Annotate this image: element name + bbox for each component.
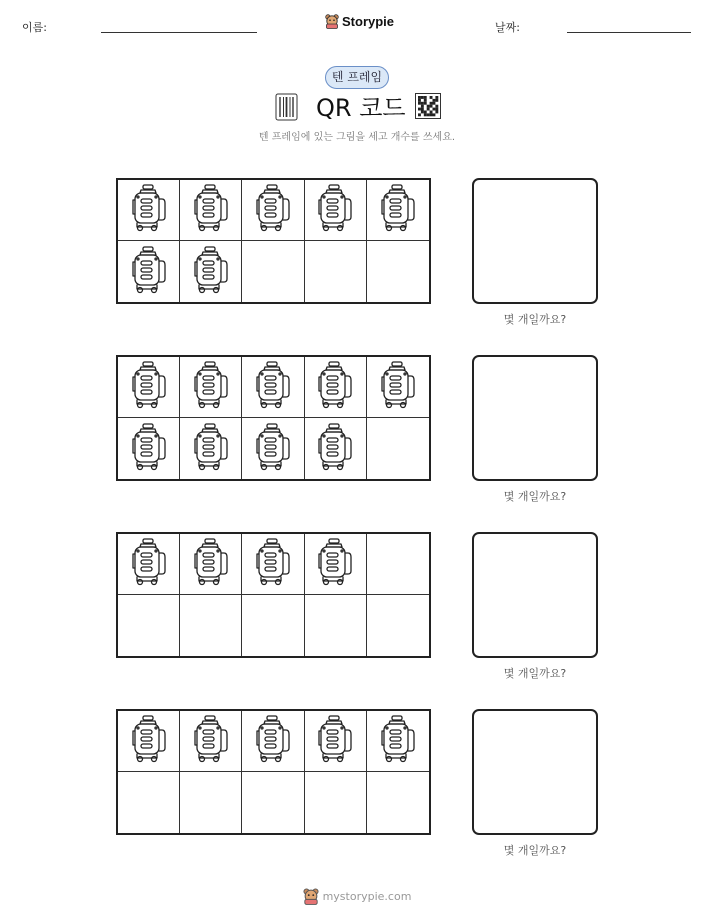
frame-cell [305, 534, 367, 595]
engine-icon [254, 714, 292, 768]
engine-icon [130, 360, 168, 414]
frame-cell [305, 772, 367, 833]
qr-code-icon [415, 93, 441, 119]
engine-icon [316, 422, 354, 476]
date-line[interactable] [567, 32, 691, 33]
frame-cell [118, 711, 180, 772]
name-label: 이름: [22, 21, 47, 34]
frame-cell [180, 772, 242, 833]
brand-name: Storypie [342, 13, 395, 29]
footer [0, 887, 714, 905]
frame-cell [367, 711, 429, 772]
brand-logo [325, 13, 394, 29]
category-badge: 텐 프레임 [325, 66, 389, 89]
frame-cell [367, 772, 429, 833]
frame-cell [242, 534, 304, 595]
engine-icon [192, 183, 230, 237]
frame-cell [367, 534, 429, 595]
answer-box[interactable] [472, 355, 598, 481]
engine-icon [254, 183, 292, 237]
engine-icon [130, 422, 168, 476]
engine-icon [379, 360, 417, 414]
frame-cell [242, 357, 304, 418]
bear-icon [325, 13, 339, 29]
worksheet-title: QR 코드 [316, 94, 406, 122]
engine-icon [254, 360, 292, 414]
ten-frame [116, 355, 431, 481]
engine-icon [316, 360, 354, 414]
frame-cell [242, 595, 304, 656]
frame-cell [367, 418, 429, 479]
question-text: 몇 개일까요? [503, 313, 567, 326]
engine-icon [130, 245, 168, 299]
engine-icon [130, 537, 168, 591]
frame-cell [242, 241, 304, 302]
frame-cell [180, 418, 242, 479]
frame-cell [180, 357, 242, 418]
frame-cell [305, 595, 367, 656]
barcode-icon [275, 93, 298, 121]
engine-icon [192, 245, 230, 299]
frame-cell [118, 772, 180, 833]
answer-box[interactable] [472, 709, 598, 835]
engine-icon [379, 714, 417, 768]
engine-icon [192, 360, 230, 414]
footer-site: mystorypie.com [322, 889, 412, 903]
frame-cell [118, 357, 180, 418]
engine-icon [316, 537, 354, 591]
ten-frame [116, 532, 431, 658]
frame-cell [118, 534, 180, 595]
question-text: 몇 개일까요? [503, 490, 567, 503]
frame-cell [367, 357, 429, 418]
frame-cell [180, 711, 242, 772]
engine-icon [379, 183, 417, 237]
answer-box[interactable] [472, 532, 598, 658]
frame-cell [242, 772, 304, 833]
name-line[interactable] [101, 32, 257, 33]
frame-cell [118, 418, 180, 479]
engine-icon [316, 714, 354, 768]
frame-cell [118, 241, 180, 302]
frame-cell [242, 418, 304, 479]
frame-cell [180, 241, 242, 302]
frame-cell [305, 711, 367, 772]
date-label: 날짜: [495, 21, 520, 34]
frame-cell [305, 357, 367, 418]
instruction-text: 텐 프레임에 있는 그림을 세고 개수를 쓰세요. [258, 132, 456, 143]
frame-cell [180, 595, 242, 656]
frame-cell [305, 418, 367, 479]
frame-cell [180, 180, 242, 241]
engine-icon [130, 714, 168, 768]
frame-cell [305, 241, 367, 302]
frame-cell [180, 534, 242, 595]
ten-frame [116, 709, 431, 835]
engine-icon [254, 537, 292, 591]
engine-icon [130, 183, 168, 237]
frame-cell [367, 180, 429, 241]
engine-icon [192, 537, 230, 591]
question-text: 몇 개일까요? [503, 844, 567, 857]
answer-box[interactable] [472, 178, 598, 304]
question-text: 몇 개일까요? [503, 667, 567, 680]
frame-cell [367, 595, 429, 656]
frame-cell [305, 180, 367, 241]
bear-icon [303, 887, 319, 905]
engine-icon [316, 183, 354, 237]
engine-icon [254, 422, 292, 476]
engine-icon [192, 422, 230, 476]
frame-cell [367, 241, 429, 302]
ten-frame [116, 178, 431, 304]
frame-cell [118, 180, 180, 241]
frame-cell [118, 595, 180, 656]
frame-cell [242, 180, 304, 241]
engine-icon [192, 714, 230, 768]
frame-cell [242, 711, 304, 772]
